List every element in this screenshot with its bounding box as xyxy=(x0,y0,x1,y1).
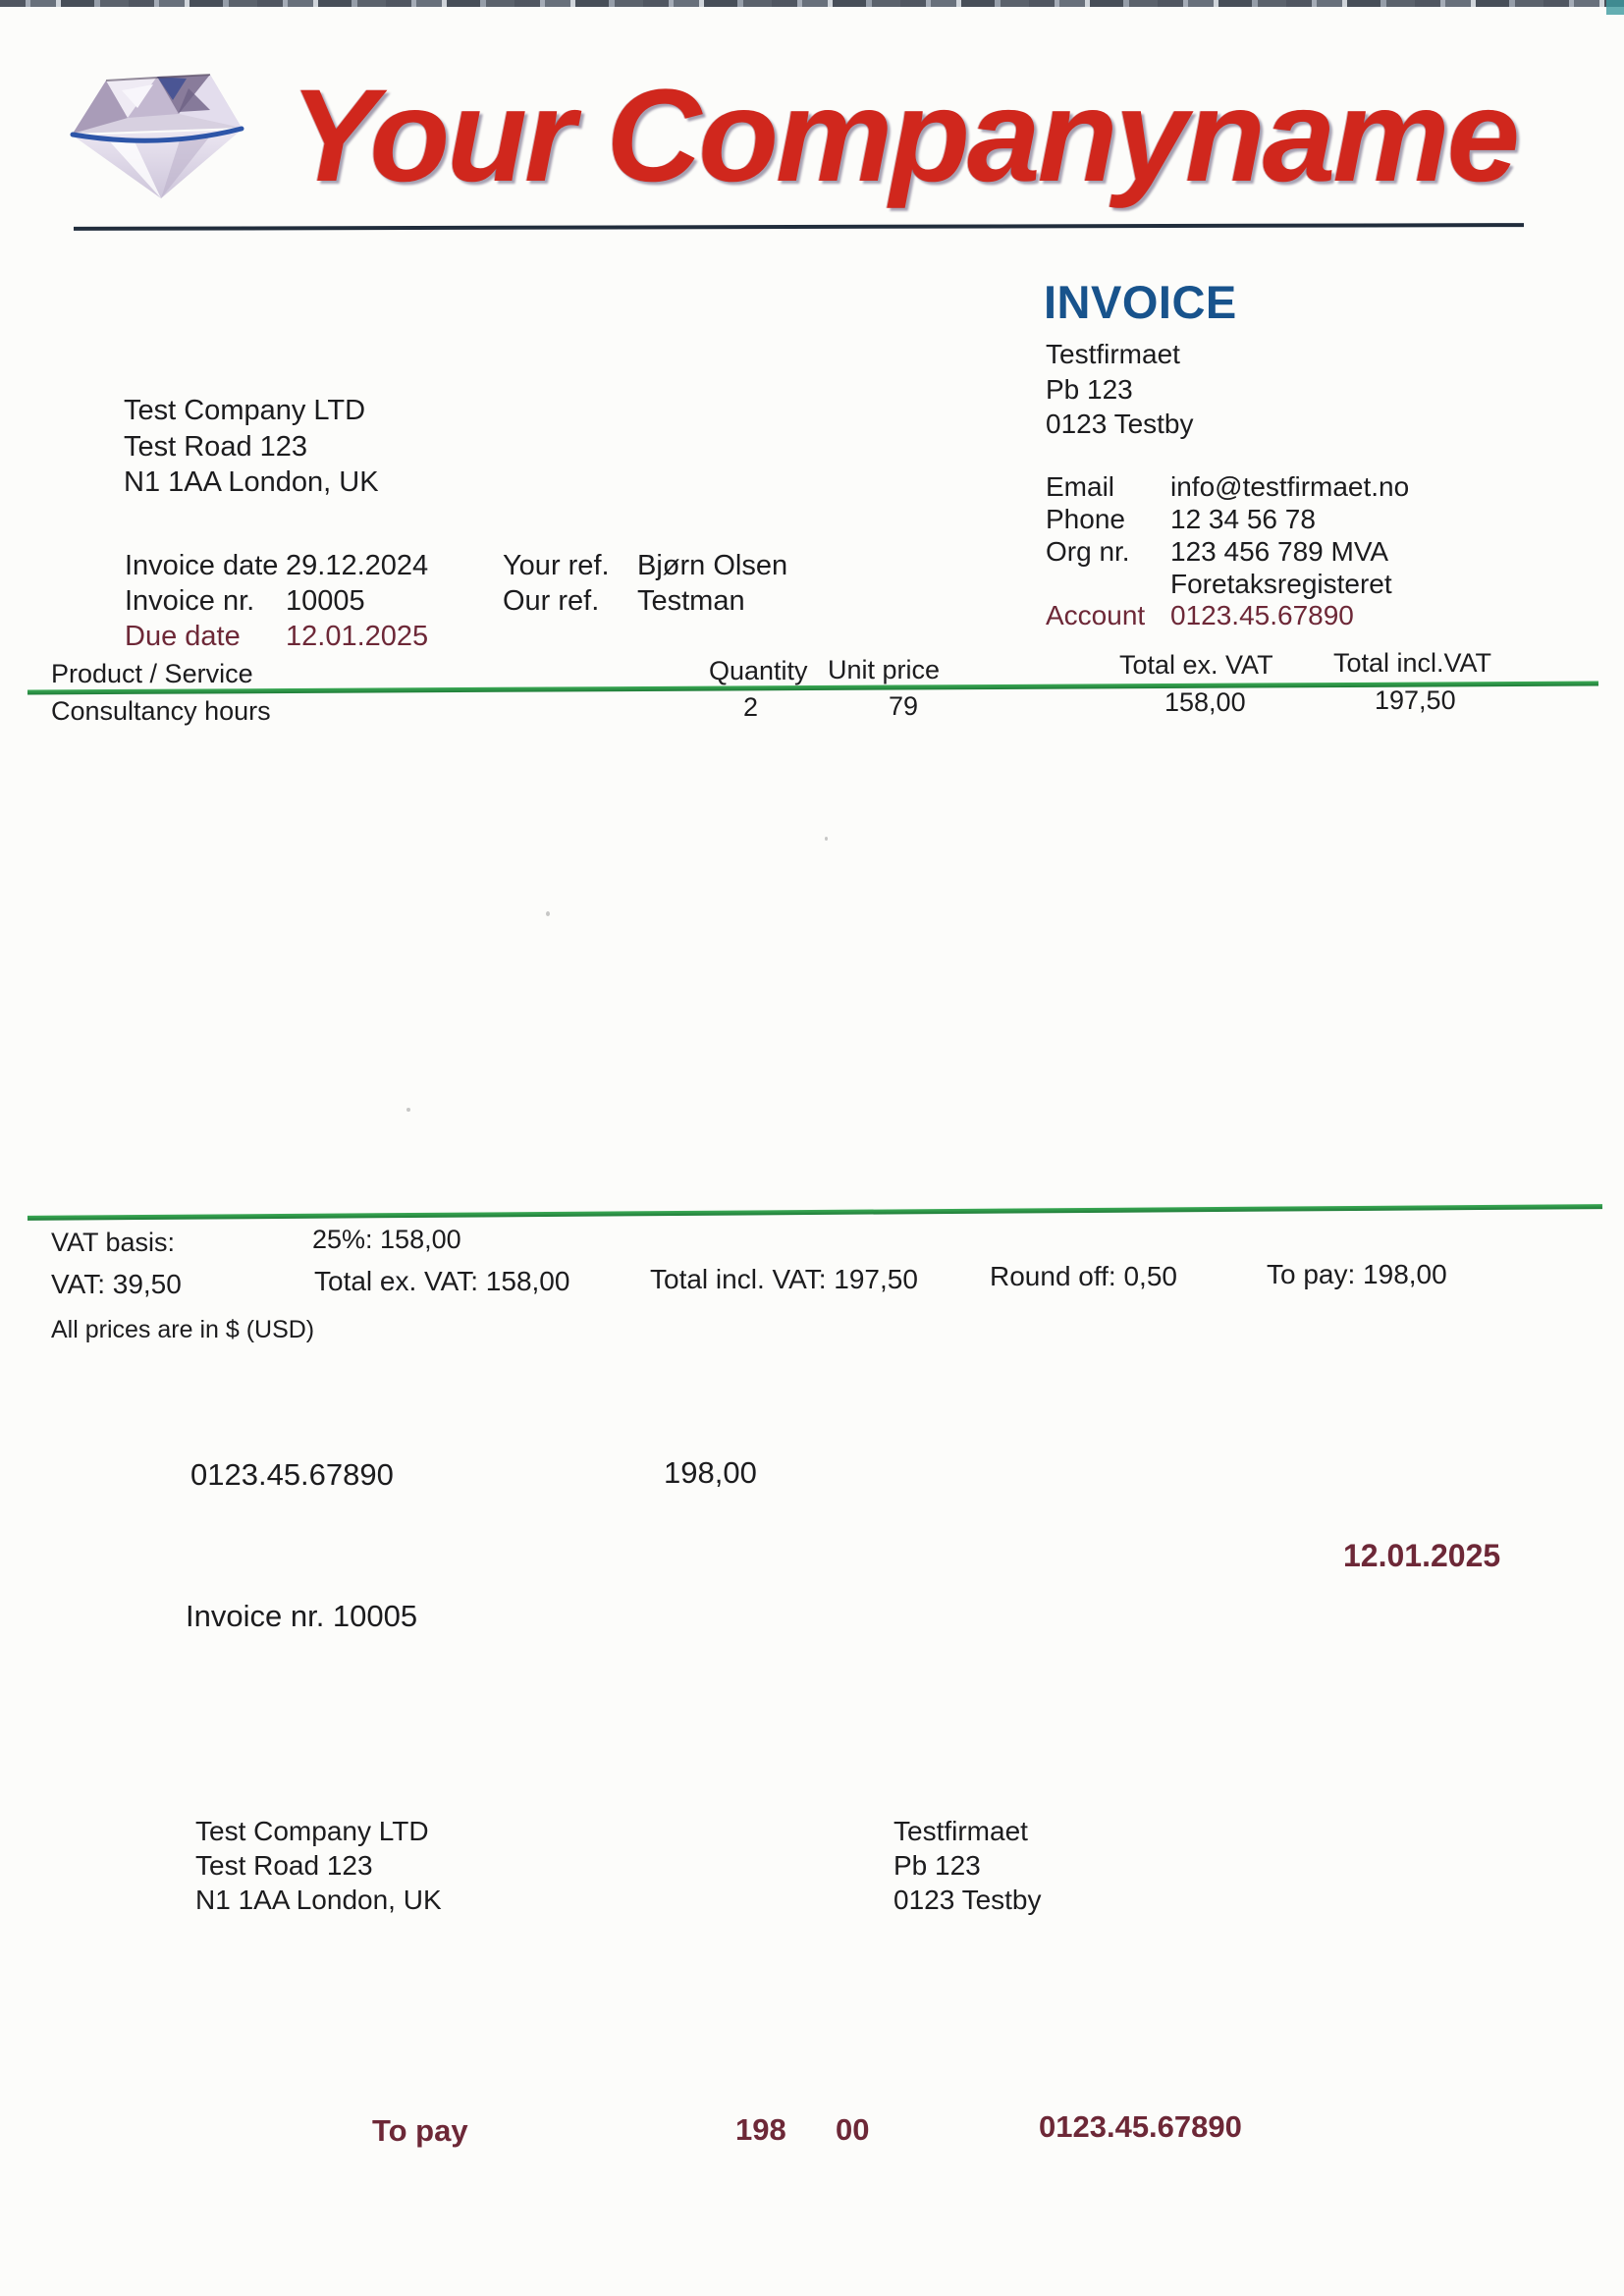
total-ex-vat: Total ex. VAT: 158,00 xyxy=(314,1266,570,1296)
col-header-product: Product / Service xyxy=(51,659,253,688)
invoice-date-value: 29.12.2024 xyxy=(286,550,429,581)
org-register-value: Foretaksregisteret xyxy=(1170,569,1392,599)
phone-label: Phone xyxy=(1046,504,1125,534)
our-ref-label: Our ref. xyxy=(503,585,600,617)
slip-amount: 198,00 xyxy=(664,1455,757,1490)
our-ref-row xyxy=(503,585,745,618)
scan-artifact-strip xyxy=(0,0,1624,7)
cell-total-incl-vat: 197,50 xyxy=(1375,685,1456,715)
contact-account-row xyxy=(1046,600,1354,631)
scan-speck xyxy=(546,911,550,916)
sender-name: Test Company LTD xyxy=(124,395,366,426)
email-value: info@testfirmaet.no xyxy=(1170,471,1410,502)
invoice-nr-label: Invoice nr. xyxy=(125,585,255,617)
footer-sender-name: Test Company LTD xyxy=(195,1816,429,1846)
slip-amount-whole: 198 xyxy=(735,2112,786,2147)
table-header-rule xyxy=(27,682,1598,695)
contact-email-row xyxy=(1046,471,1409,503)
footer-sender-city: N1 1AA London, UK xyxy=(195,1885,442,1915)
footer-sender-street: Test Road 123 xyxy=(195,1850,373,1881)
recipient-city: 0123 Testby xyxy=(1046,409,1194,439)
due-date-label: Due date xyxy=(125,621,241,652)
org-nr-label: Org nr. xyxy=(1046,536,1130,567)
invoice-date-label: Invoice date xyxy=(125,550,279,581)
round-off: Round off: 0,50 xyxy=(990,1261,1177,1291)
phone-value: 12 34 56 78 xyxy=(1170,504,1316,534)
cell-total-ex-vat: 158,00 xyxy=(1164,687,1246,717)
footer-recipient-street: Pb 123 xyxy=(893,1850,981,1881)
scan-speck xyxy=(406,1108,410,1112)
slip-account-number: 0123.45.67890 xyxy=(1039,2109,1242,2144)
cell-product: Consultancy hours xyxy=(51,696,271,726)
email-label: Email xyxy=(1046,471,1115,502)
company-logo-text: Your Companyname xyxy=(290,63,1518,209)
scan-speck xyxy=(825,837,828,841)
col-header-total-ex-vat: Total ex. VAT xyxy=(1119,650,1273,680)
slip-to-pay-label: To pay xyxy=(372,2113,468,2148)
footer-recipient-city: 0123 Testby xyxy=(893,1885,1042,1915)
invoice-date-row xyxy=(125,550,428,582)
currency-note: All prices are in $ (USD) xyxy=(51,1316,315,1343)
vat-basis-label: VAT basis: xyxy=(51,1228,176,1257)
your-ref-label: Your ref. xyxy=(503,550,610,581)
totals-rule xyxy=(27,1204,1602,1221)
slip-account: 0123.45.67890 xyxy=(190,1457,394,1492)
your-ref-row xyxy=(503,550,787,582)
header-divider xyxy=(74,223,1524,231)
our-ref-value: Testman xyxy=(637,585,745,617)
footer-recipient-name: Testfirmaet xyxy=(893,1816,1028,1846)
org-nr-value: 123 456 789 MVA xyxy=(1170,536,1389,567)
slip-amount-cents: 00 xyxy=(836,2112,870,2147)
slip-due-date: 12.01.2025 xyxy=(1343,1538,1501,1573)
scan-artifact-corner xyxy=(1606,0,1624,15)
due-date-value: 12.01.2025 xyxy=(286,621,429,652)
slip-invoice-ref: Invoice nr. 10005 xyxy=(186,1599,418,1633)
contact-phone-row xyxy=(1046,504,1316,535)
invoice-nr-row xyxy=(125,585,365,618)
total-incl-vat: Total incl. VAT: 197,50 xyxy=(650,1264,918,1294)
your-ref-value: Bjørn Olsen xyxy=(637,550,788,581)
col-header-quantity: Quantity xyxy=(709,656,808,685)
to-pay-total: To pay: 198,00 xyxy=(1267,1259,1447,1289)
diamond-icon xyxy=(61,61,253,200)
recipient-address: Pb 123 xyxy=(1046,374,1133,405)
vat-basis-value: 25%: 158,00 xyxy=(312,1225,461,1254)
vat-total: VAT: 39,50 xyxy=(51,1269,182,1299)
sender-address: Test Road 123 xyxy=(124,431,308,463)
sender-city: N1 1AA London, UK xyxy=(124,466,379,498)
col-header-unit-price: Unit price xyxy=(828,655,941,684)
cell-quantity: 2 xyxy=(743,692,759,722)
recipient-name: Testfirmaet xyxy=(1046,339,1180,369)
col-header-total-incl-vat: Total incl.VAT xyxy=(1333,648,1492,678)
contact-org-row xyxy=(1046,536,1388,568)
account-label: Account xyxy=(1046,600,1146,630)
account-value: 0123.45.67890 xyxy=(1170,600,1354,630)
invoice-nr-value: 10005 xyxy=(286,585,365,617)
due-date-row xyxy=(125,621,428,653)
invoice-title: INVOICE xyxy=(1044,276,1237,328)
cell-unit-price: 79 xyxy=(889,691,919,721)
